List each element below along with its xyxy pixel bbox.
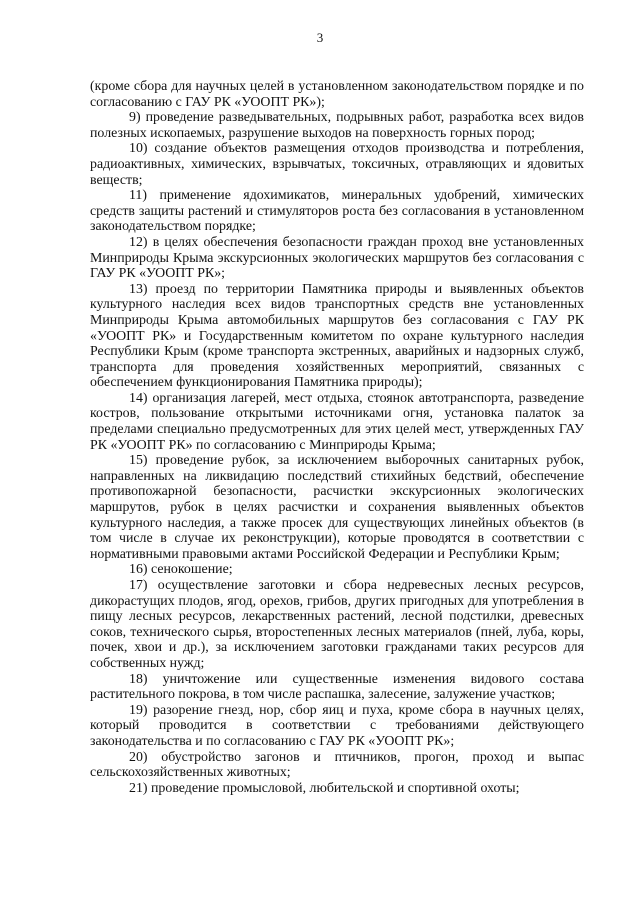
paragraph-item-10: 10) создание объектов размещения отходов производства и потребления, радиоактивных, химических, взрывчатых, токсичных, отравляющих и ядовитых веществ; — [90, 141, 584, 188]
paragraph-item-13: 13) проезд по территории Памятника природы и выявленных объектов культурного наследия всех видов транспортных средств вне установленных Минприроды Крыма автомобильных маршрутов без согласования с ГАУ РК «УООПТ РК» и Государственным комитетом по охране культурного наследия Республики Крым (кроме транспорта экстренных, аварийных и надзорных служб, транспорта для проведения хозяйственных мероприятий, связанных с обеспечением функционирования Памятника природы); — [90, 281, 584, 391]
paragraph-item-14: 14) организация лагерей, мест отдыха, стоянок автотранспорта, разведение костров, пользование открытыми источниками огня, установка палаток за пределами специально предусмотренных для этих целей мест, утвержденных ГАУ РК «УООПТ РК» по согласованию с Минприроды Крыма; — [90, 390, 584, 453]
paragraph-item-16: 16) сенокошение; — [129, 562, 233, 578]
paragraph-item-12: 12) в целях обеспечения безопасности граждан проход вне установленных Минприроды Крыма экскурсионных экологических маршрутов без согласования с ГАУ РК «УООПТ РК»; — [90, 234, 584, 282]
paragraph-continuation: (кроме сбора для научных целей в установленном законодательством порядке и по согласованию с ГАУ РК «УООПТ РК»); — [90, 79, 584, 110]
paragraph-item-20: 20) обустройство загонов и птичников, прогон, проход и выпас сельскохозяйственных животных; — [90, 749, 584, 781]
paragraph-item-17: 17) осуществление заготовки и сбора недревесных лесных ресурсов, дикорастущих плодов, ягод, орехов, грибов, других пригодных для употребления в пищу лесных ресурсов, лекарственных растений, лесной подстилки, древесных соков, технического сырья, второстепенных лесных материалов (пней, луба, коры, почек, хвои и др.), за исключением заготовки гражданами таких ресурсов для собственных нужд; — [90, 578, 584, 671]
paragraph-item-18: 18) уничтожение или существенные изменения видового состава растительного покрова, в том числе распашка, залесение, залужение участков; — [90, 671, 584, 703]
paragraph-item-19: 19) разорение гнезд, нор, сбор яиц и пуха, кроме сбора в научных целях, который проводится в соответствии с требованиями действующего законодательства и по согласованию с ГАУ РК «УООПТ РК»; — [90, 702, 584, 749]
paragraph-item-21: 21) проведение промысловой, любительской и спортивной охоты; — [129, 780, 520, 796]
document-body — [90, 79, 584, 796]
paragraph-item-15: 15) проведение рубок, за исключением выборочных санитарных рубок, направленных на ликвидацию последствий стихийных бедствий, обеспечение противопожарной безопасности, расчистки экскурсионных экологических маршрутов, рубок в целях расчистки и сохранения выявленных объектов культурного наследия, а также просек для существующих линейных объектов (в том числе в случае их реконструкции), которые проводятся в соответствии с нормативными правовыми актами Российской Федерации и Республики Крым; — [90, 453, 584, 562]
paragraph-item-11: 11) применение ядохимикатов, минеральных удобрений, химических средств защиты растений и стимуляторов роста без согласования в установленном законодательством порядке; — [90, 188, 584, 235]
paragraph-item-9: 9) проведение разведывательных, подрывных работ, разработка всех видов полезных ископаемых, разрушение выходов на поверхность горных пород; — [90, 110, 584, 141]
page-number: 3 — [316, 30, 324, 45]
